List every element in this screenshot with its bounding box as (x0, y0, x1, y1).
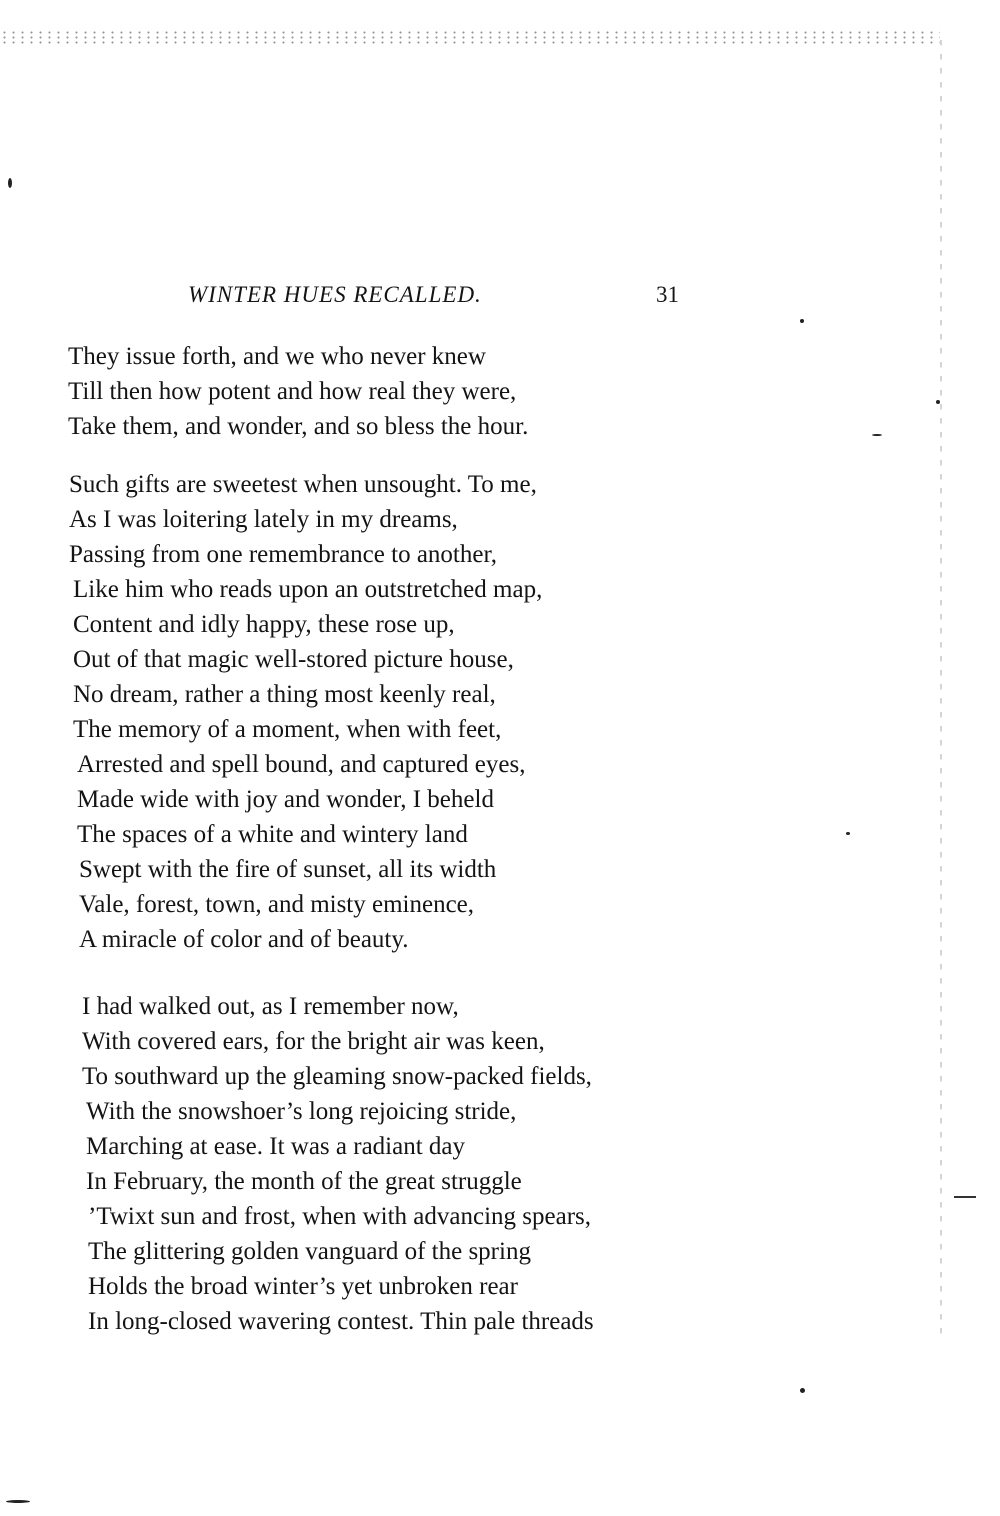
poem-line: Such gifts are sweetest when unsought. To me, (69, 471, 537, 498)
poem-stanza (82, 989, 594, 1339)
page-number: 31 (656, 282, 679, 307)
scan-speck (872, 434, 882, 436)
poem-line: Passing from one remembrance to another, (69, 541, 498, 568)
poem-line: The memory of a moment, when with feet, (73, 716, 502, 743)
poem-line: They issue forth, and we who never knew (68, 343, 486, 370)
poem-line: The glittering golden vanguard of the spring (88, 1238, 531, 1265)
poem-line: The spaces of a white and wintery land (77, 821, 468, 848)
scan-speck (936, 400, 940, 404)
margin-mark (954, 1196, 976, 1198)
poem-line: Swept with the fire of sunset, all its width (79, 856, 497, 883)
scan-speck (800, 319, 804, 323)
poem-line: Like him who reads upon an outstretched map, (73, 576, 543, 603)
running-header (188, 282, 688, 316)
scan-speck (8, 178, 12, 188)
poem-line: Made wide with joy and wonder, I beheld (77, 786, 494, 813)
poem-line: I had walked out, as I remember now, (82, 993, 459, 1020)
poem-line: ’Twixt sun and frost, when with advancing spears, (88, 1203, 592, 1230)
scan-noise-top (0, 30, 940, 46)
poem-line: With the snowshoer’s long rejoicing stride, (86, 1098, 517, 1125)
poem-line: Holds the broad winter’s yet unbroken rear (88, 1273, 518, 1300)
scan-speck (6, 1500, 30, 1503)
scan-noise-right-edge (940, 40, 942, 1340)
poem-line: Marching at ease. It was a radiant day (86, 1133, 466, 1160)
poem-line: Take them, and wonder, and so bless the hour. (68, 413, 529, 440)
poem-line: A miracle of color and of beauty. (79, 926, 409, 953)
poem-stanza (68, 339, 528, 444)
scan-speck (846, 832, 850, 835)
poem-line: Till then how potent and how real they were, (68, 378, 517, 405)
poem-line: In long-closed wavering contest. Thin pale threads (88, 1308, 594, 1335)
poem-line: No dream, rather a thing most keenly real, (73, 681, 496, 708)
poem-line: With covered ears, for the bright air was keen, (82, 1028, 545, 1055)
poem-line: Content and idly happy, these rose up, (73, 611, 455, 638)
poem-line: Out of that magic well-stored picture house, (73, 646, 514, 673)
running-title: WINTER HUES RECALLED. (188, 282, 482, 307)
poem-line: To southward up the gleaming snow-packed fields, (82, 1063, 592, 1090)
poem-stanza (69, 467, 542, 957)
poem-line: As I was loitering lately in my dreams, (69, 506, 458, 533)
poem-line: Arrested and spell bound, and captured eyes, (77, 751, 526, 778)
poem-line: Vale, forest, town, and misty eminence, (79, 891, 475, 918)
scan-speck (800, 1388, 805, 1393)
poem-line: In February, the month of the great struggle (86, 1168, 522, 1195)
